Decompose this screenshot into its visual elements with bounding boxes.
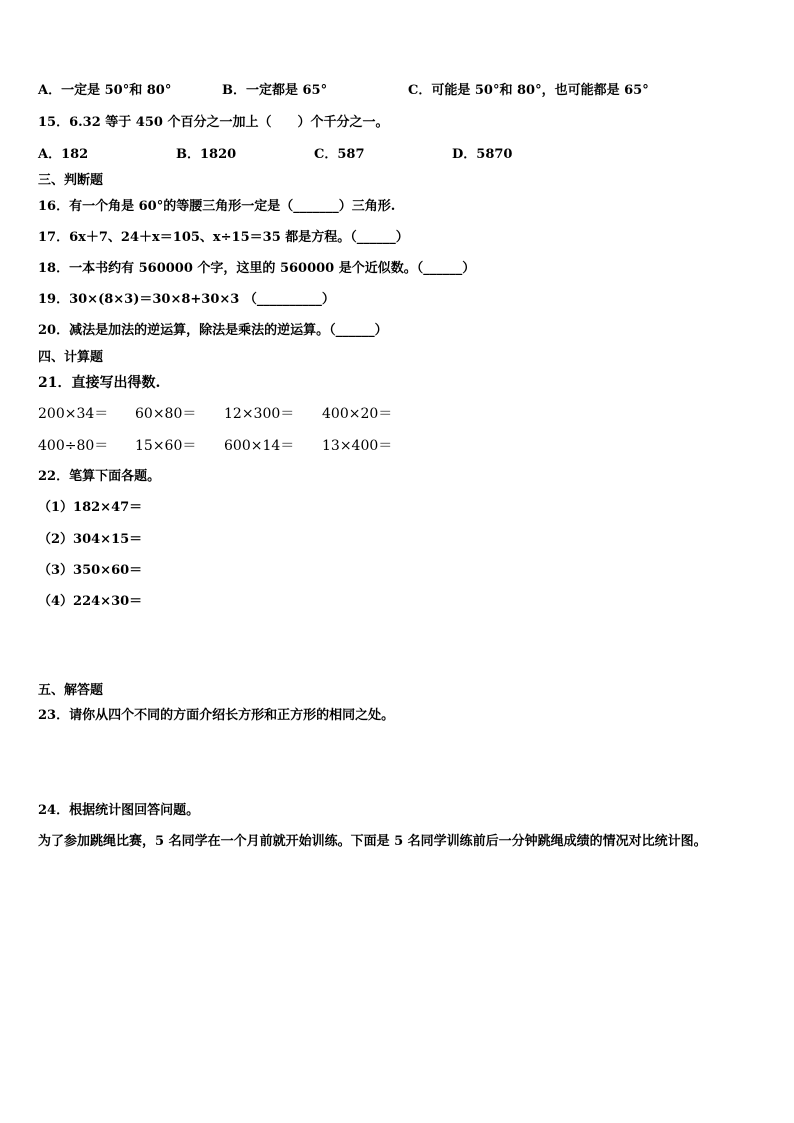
judgment-19: 19．30×(8×3)＝30×8+30×3 （__________）	[38, 292, 335, 307]
q21-stem: 21．直接写出得数.	[38, 375, 161, 391]
q21-row2-item2: 15×60＝	[135, 438, 197, 454]
q15-stem: 15．6.32 等于 450 个百分之一加上（ ）个千分之一。	[38, 115, 389, 130]
q21-row2-item3: 600×14＝	[224, 438, 295, 454]
q24-stem: 24．根据统计图回答问题。	[38, 803, 200, 818]
q21-row1-item4: 400×20＝	[322, 406, 393, 422]
q21-row1-item1: 200×34＝	[38, 406, 109, 422]
q15-option-b: B．1820	[176, 147, 237, 162]
q22-item-4: （4）224×30＝	[38, 594, 143, 609]
q14-option-b: B．一定都是 65°	[222, 83, 328, 98]
q22-item-2: （2）304×15＝	[38, 532, 143, 547]
q22-item-1: （1）182×47＝	[38, 500, 143, 515]
q14-option-a: A．一定是 50°和 80°	[38, 83, 172, 98]
q22-item-3: （3）350×60＝	[38, 563, 143, 578]
q21-row2-item4: 13×400＝	[322, 438, 393, 454]
judgment-17: 17．6x＋7、24＋x＝105、x÷15＝35 都是方程。（______）	[38, 230, 409, 245]
judgment-20: 20．减法是加法的逆运算，除法是乘法的逆运算。（______）	[38, 323, 388, 338]
q23-stem: 23．请你从四个不同的方面介绍长方形和正方形的相同之处。	[38, 708, 395, 723]
q21-row1-item3: 12×300＝	[224, 406, 295, 422]
section-5-title: 五、解答题	[38, 683, 104, 698]
judgment-16: 16．有一个角是 60°的等腰三角形一定是（_______）三角形.	[38, 199, 396, 214]
q21-row2-item1: 400÷80＝	[38, 438, 109, 454]
section-3-title: 三、判断题	[38, 173, 104, 188]
q15-option-a: A．182	[38, 147, 89, 162]
q24-text: 为了参加跳绳比赛，5 名同学在一个月前就开始训练。下面是 5 名同学训练前后一分钟跳绳成绩的情况对比统计图。	[38, 834, 707, 849]
q15-option-c: C．587	[314, 147, 365, 162]
q15-option-d: D．5870	[452, 147, 513, 162]
q22-stem: 22．笔算下面各题。	[38, 469, 161, 484]
q14-option-c: C．可能是 50°和 80°，也可能都是 65°	[408, 83, 649, 98]
judgment-18: 18．一本书约有 560000 个字，这里的 560000 是个近似数。（______）	[38, 261, 476, 276]
section-4-title: 四、计算题	[38, 350, 104, 365]
q21-row1-item2: 60×80＝	[135, 406, 197, 422]
